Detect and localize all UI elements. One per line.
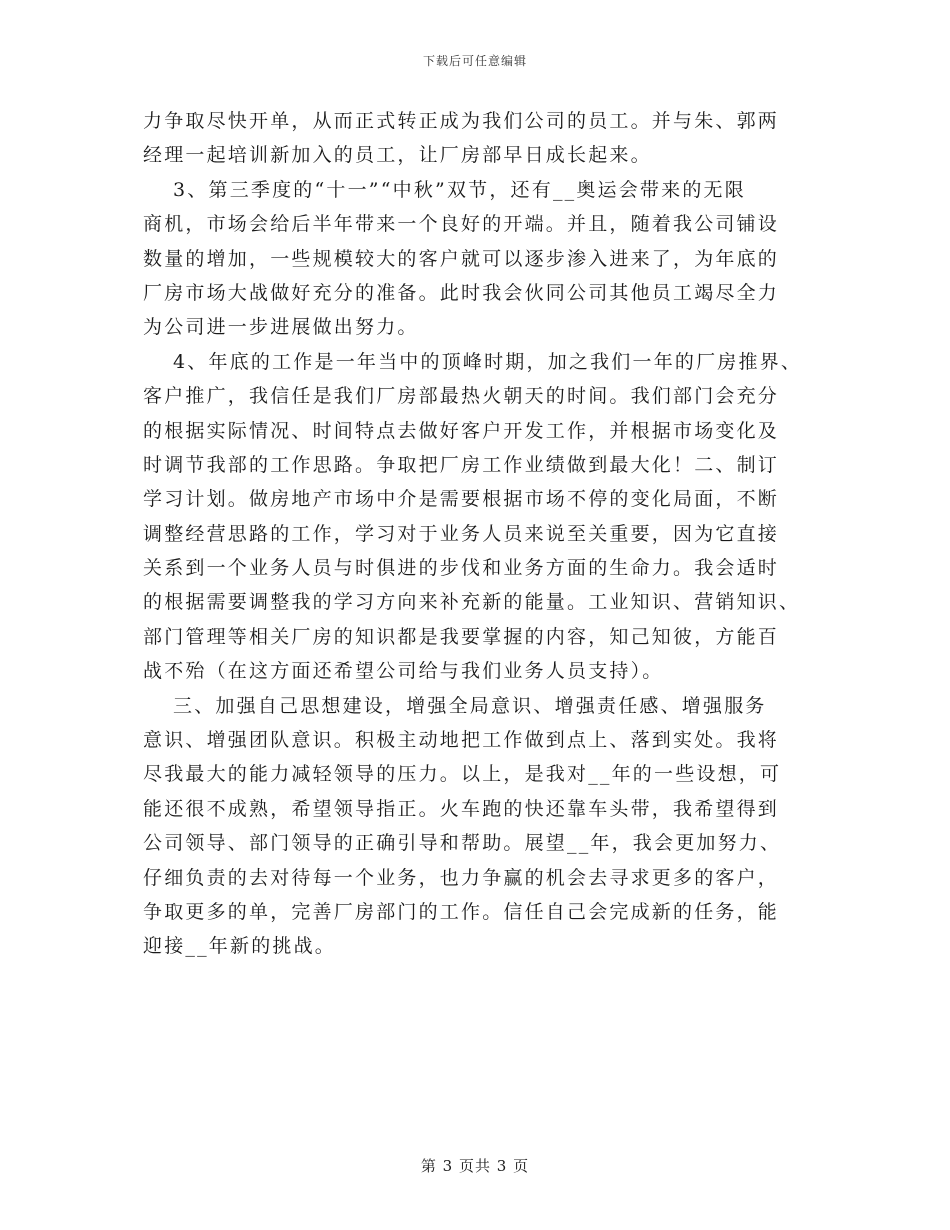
body-text-line: 意识、增强团队意识。积极主动地把工作做到点上、落到实处。我将 (143, 729, 780, 752)
body-text-line: 尽我最大的能力减轻领导的压力。以上，是我对__年的一些设想，可 (143, 763, 782, 786)
body-text-line: 厂房市场大战做好充分的准备。此时我会伙同公司其他员工竭尽全力 (143, 281, 780, 304)
body-text-line: 商机，市场会给后半年带来一个良好的开端。并且，随着我公司铺设 (143, 213, 780, 236)
body-text-line: 时调节我部的工作思路。争取把厂房工作业绩做到最大化！二、制订 (143, 453, 780, 476)
body-text-line: 4、年底的工作是一年当中的顶峰时期，加之我们一年的厂房推界、 (173, 350, 803, 373)
body-text-line: 客户推广，我信任是我们厂房部最热火朝天的时间。我们部门会充分 (143, 385, 780, 408)
body-text-line: 能还很不成熟，希望领导指正。火车跑的快还靠车头带，我希望得到 (143, 797, 780, 820)
body-text-line: 部门管理等相关厂房的知识都是我要掌握的内容，知己知彼，方能百 (143, 625, 780, 648)
body-text-line: 三、加强自己思想建设，增强全局意识、增强责任感、增强服务 (173, 694, 767, 717)
body-text-line: 的根据需要调整我的学习方向来补充新的能量。工业知识、营销知识、 (143, 591, 801, 614)
body-text-line: 经理一起培训新加入的员工，让厂房部早日成长起来。 (143, 144, 652, 167)
body-text-line: 仔细负责的去对待每一个业务，也力争赢的机会去寻求更多的客户， (143, 866, 780, 889)
body-text-line: 学习计划。做房地产市场中介是需要根据市场不停的变化局面，不断 (143, 488, 780, 511)
page-footer: 第 3 页共 3 页 (420, 1157, 530, 1175)
body-text-line: 战不殆（在这方面还希望公司给与我们业务人员支持）。 (143, 660, 664, 683)
body-text-line: 为公司进一步进展做出努力。 (143, 316, 419, 339)
body-text-line: 迎接__年新的挑战。 (143, 935, 337, 958)
document-body (143, 104, 833, 964)
body-text-line: 争取更多的单，完善厂房部门的工作。信任自己会完成新的任务，能 (143, 900, 780, 923)
body-text-line: 3、第三季度的“十一”“中秋”双节，还有__奥运会带来的无限 (173, 178, 746, 201)
page-header: 下载后可任意编辑 (422, 54, 527, 68)
body-text-line: 公司领导、部门领导的正确引导和帮助。展望__年，我会更加努力、 (143, 832, 782, 855)
body-text-line: 数量的增加，一些规模较大的客户就可以逐步渗入进来了，为年底的 (143, 247, 780, 270)
body-text-line: 关系到一个业务人员与时俱进的步伐和业务方面的生命力。我会适时 (143, 557, 780, 580)
body-text-line: 的根据实际情况、时间特点去做好客户开发工作，并根据市场变化及 (143, 419, 780, 442)
body-text-line: 力争取尽快开单，从而正式转正成为我们公司的员工。并与朱、郭两 (143, 110, 780, 132)
body-text-line: 调整经营思路的工作，学习对于业务人员来说至关重要，因为它直接 (143, 522, 780, 545)
